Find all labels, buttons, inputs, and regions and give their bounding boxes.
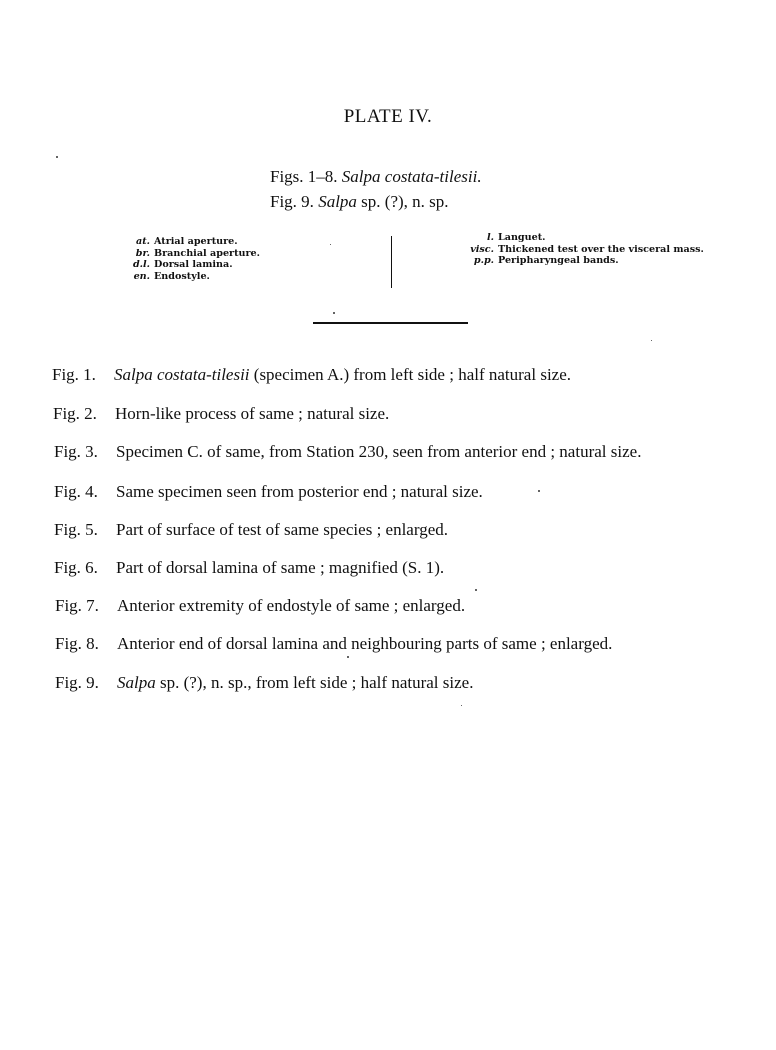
abbreviation-meaning: Atrial aperture.	[154, 236, 238, 247]
abbreviation-key: br.	[135, 247, 150, 259]
figure-description: Horn-like process of same ; natural size.	[115, 404, 390, 423]
figure-caption-2	[53, 404, 389, 424]
print-speck	[347, 656, 349, 658]
figure-caption-3	[54, 442, 641, 462]
figure-description: Part of dorsal lamina of same ; magnified (S. 1).	[116, 558, 445, 577]
print-speck	[330, 244, 331, 245]
figure-caption-8	[55, 634, 612, 654]
figure-description: Anterior end of dorsal lamina and neighbouring parts of same ; enlarged.	[117, 634, 613, 653]
abbreviation-key: d.l.	[132, 259, 150, 271]
figs-range: Fig. 9.	[270, 192, 314, 211]
figure-label: Fig. 6.	[54, 558, 98, 577]
figure-description: Part of surface of test of same species ; enlarged.	[116, 520, 449, 539]
figure-label: Fig. 4.	[54, 482, 98, 501]
figure-caption-5	[54, 520, 448, 540]
abbreviation-row	[128, 259, 260, 271]
abbreviation-meaning: Thickened test over the visceral mass.	[498, 243, 704, 255]
print-speck	[333, 312, 335, 314]
abbreviations-right	[460, 232, 704, 267]
figure-description: (specimen A.) from left side ; half natural size.	[249, 365, 572, 384]
figure-caption-4	[54, 482, 483, 502]
print-speck	[56, 156, 58, 158]
figure-description: sp. (?), n. sp., from left side ; half natural size.	[155, 673, 474, 692]
print-speck	[538, 490, 540, 492]
figure-caption-7	[55, 596, 465, 616]
abbreviations-left	[128, 236, 260, 282]
figs-range: Figs. 1–8.	[270, 167, 338, 186]
species-name: Salpa	[117, 673, 156, 692]
figs-header-line-1	[270, 167, 482, 187]
species-name: Salpa	[318, 192, 357, 211]
abbreviation-key: at.	[136, 236, 150, 247]
figure-label: Fig. 9.	[55, 673, 99, 692]
figs-header-line-2	[270, 192, 449, 212]
abbreviation-row	[128, 248, 260, 260]
species-name: Salpa costata-tilesii	[114, 365, 250, 384]
abbreviation-meaning: Languet.	[498, 232, 546, 243]
figure-label: Fig. 7.	[55, 596, 99, 615]
figure-label: Fig. 1.	[52, 365, 96, 384]
abbreviation-row	[460, 232, 704, 244]
figure-description: Anterior extremity of endostyle of same ; enlarged.	[117, 596, 466, 615]
figure-caption-6	[54, 558, 444, 578]
figure-caption-9	[55, 673, 473, 693]
abbreviation-row	[128, 236, 260, 248]
column-divider	[391, 236, 392, 288]
figure-description: Specimen C. of same, from Station 230, seen from anterior end ; natural size.	[116, 442, 642, 461]
abbreviation-key: p.p.	[473, 255, 494, 267]
print-speck	[651, 340, 652, 341]
abbreviation-meaning: Peripharyngeal bands.	[498, 255, 619, 267]
figure-label: Fig. 5.	[54, 520, 98, 539]
print-speck	[461, 705, 462, 706]
abbreviation-key: visc.	[470, 243, 494, 255]
abbreviation-meaning: Branchial aperture.	[154, 247, 261, 259]
figure-label: Fig. 8.	[55, 634, 99, 653]
figure-caption-1	[52, 365, 571, 385]
species-qualifier: sp. (?), n. sp.	[361, 192, 449, 211]
abbreviation-row	[460, 255, 704, 267]
abbreviation-meaning: Endostyle.	[154, 270, 210, 282]
plate-title: PLATE IV.	[343, 106, 433, 127]
abbreviation-meaning: Dorsal lamina.	[154, 259, 233, 271]
abbreviation-row	[128, 271, 260, 283]
section-rule	[313, 322, 468, 324]
abbreviation-row	[460, 244, 704, 256]
figure-description: Same specimen seen from posterior end ; natural size.	[116, 482, 483, 501]
figure-label: Fig. 3.	[54, 442, 98, 461]
print-speck	[475, 589, 477, 591]
figure-label: Fig. 2.	[53, 404, 97, 423]
abbreviation-key: en.	[133, 270, 150, 282]
species-name: Salpa costata-tilesii.	[341, 167, 482, 186]
abbreviation-key: l.	[487, 232, 494, 243]
